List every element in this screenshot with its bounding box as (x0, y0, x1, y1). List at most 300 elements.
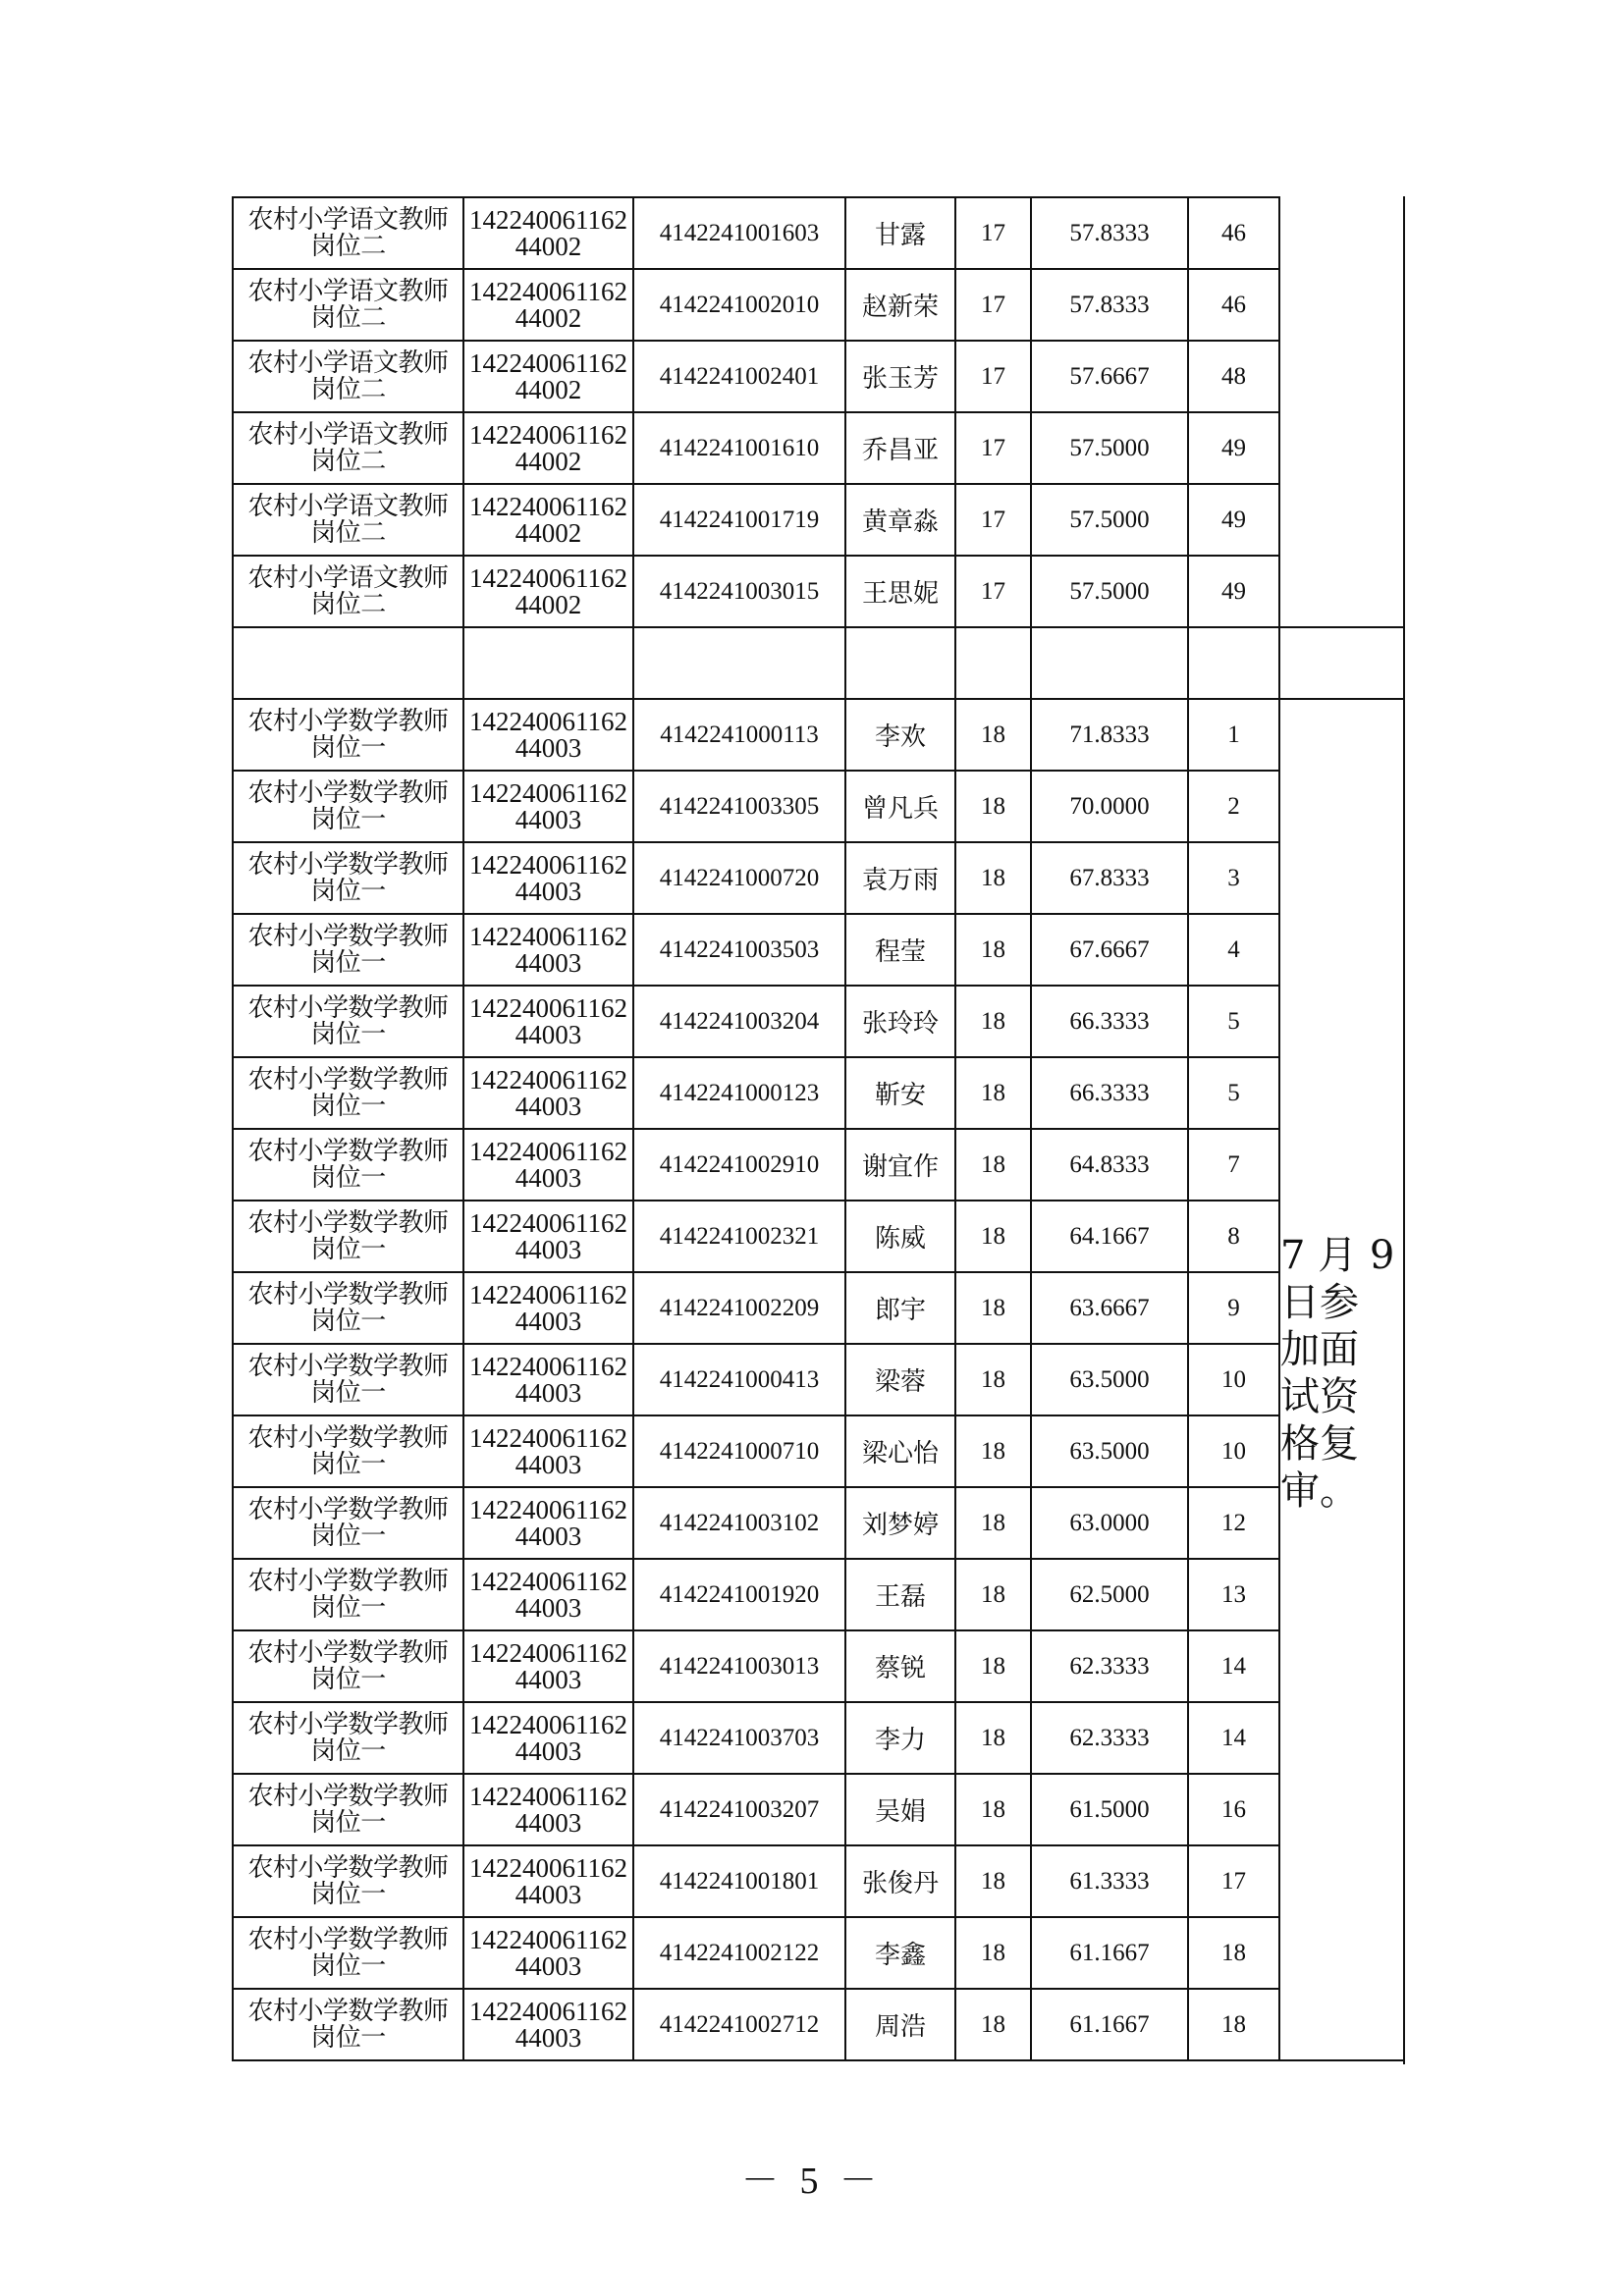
post-code-line: 142240061162 (469, 1637, 627, 1668)
group-code-cell: 18 (955, 1630, 1031, 1702)
post-name-line: 岗位一 (310, 2022, 386, 2053)
post-name-line: 农村小学数学教师 (247, 1996, 449, 2026)
score-cell: 62.3333 (1031, 1630, 1188, 1702)
post-name-cell (233, 1057, 463, 1129)
group-code-cell: 18 (955, 1989, 1031, 2060)
rank-cell: 48 (1188, 341, 1279, 412)
rank-cell: 3 (1188, 842, 1279, 914)
candidate-name-cell: 蔡锐 (845, 1630, 955, 1702)
post-code-line: 142240061162 (469, 1852, 627, 1883)
rank-cell: 10 (1188, 1344, 1279, 1415)
candidate-name-cell: 梁蓉 (845, 1344, 955, 1415)
page-number: － 5 － (740, 2161, 883, 2202)
rank-cell: 10 (1188, 1415, 1279, 1487)
ticket-number-cell: 4142241001610 (633, 412, 845, 484)
post-code-cell (463, 1989, 633, 2060)
post-code-line: 44002 (514, 446, 582, 476)
post-name-line: 农村小学数学教师 (247, 921, 449, 951)
ticket-number-cell: 4142241001920 (633, 1559, 845, 1630)
post-name-line: 岗位一 (310, 1807, 386, 1838)
table-row (233, 914, 1403, 986)
ticket-number-cell: 4142241000710 (633, 1415, 845, 1487)
table-row (233, 269, 1403, 341)
post-name-line: 岗位二 (310, 231, 386, 261)
post-code-line: 44003 (514, 1592, 582, 1623)
post-code-line: 142240061162 (469, 1279, 627, 1309)
post-code-line: 44003 (514, 2022, 582, 2053)
ticket-number-cell: 4142241003013 (633, 1630, 845, 1702)
ticket-number-cell: 4142241002321 (633, 1201, 845, 1272)
post-name-line: 岗位一 (310, 732, 386, 763)
score-cell: 57.5000 (1031, 556, 1188, 627)
post-code-cell (463, 412, 633, 484)
post-code-cell (463, 1487, 633, 1559)
post-code-line: 142240061162 (469, 1064, 627, 1095)
group-code-cell: 18 (955, 1845, 1031, 1917)
post-code-line: 142240061162 (469, 1494, 627, 1524)
post-name-line: 农村小学语文教师 (247, 204, 449, 235)
post-code-line: 142240061162 (469, 1207, 627, 1238)
rank-cell: 16 (1188, 1774, 1279, 1845)
post-name-line: 农村小学数学教师 (247, 992, 449, 1023)
table-row (233, 412, 1403, 484)
blank-cell (955, 627, 1031, 699)
candidate-name-cell: 王思妮 (845, 556, 955, 627)
rank-cell: 4 (1188, 914, 1279, 986)
post-code-cell (463, 1415, 633, 1487)
post-name-line: 岗位二 (310, 302, 386, 333)
post-name-line: 岗位一 (310, 1592, 386, 1623)
post-name-line: 岗位一 (310, 1162, 386, 1193)
table-row (233, 1630, 1403, 1702)
rank-cell: 17 (1188, 1845, 1279, 1917)
candidate-name-cell: 程莹 (845, 914, 955, 986)
score-cell: 62.5000 (1031, 1559, 1188, 1630)
ticket-number-cell: 4142241002122 (633, 1917, 845, 1989)
candidate-name-cell: 黄章淼 (845, 484, 955, 556)
group-code-cell: 18 (955, 771, 1031, 842)
note-line: 试资 (1280, 1374, 1359, 1419)
post-name-line: 岗位一 (310, 947, 386, 978)
score-cell: 57.5000 (1031, 484, 1188, 556)
rank-cell: 49 (1188, 556, 1279, 627)
post-name-line: 农村小学数学教师 (247, 1064, 449, 1095)
post-code-line: 142240061162 (469, 1422, 627, 1453)
post-name-line: 农村小学数学教师 (247, 1279, 449, 1309)
candidate-name-cell: 陈威 (845, 1201, 955, 1272)
post-name-cell (233, 197, 463, 269)
score-cell: 64.1667 (1031, 1201, 1188, 1272)
post-code-line: 44002 (514, 302, 582, 333)
group-code-cell: 18 (955, 1201, 1031, 1272)
post-code-line: 44003 (514, 1664, 582, 1694)
note-line: 加面 (1280, 1327, 1359, 1372)
candidate-name-cell: 王磊 (845, 1559, 955, 1630)
candidate-name-cell: 张玉芳 (845, 341, 955, 412)
score-cell: 57.8333 (1031, 269, 1188, 341)
score-cell: 63.0000 (1031, 1487, 1188, 1559)
candidate-name-cell: 甘露 (845, 197, 955, 269)
post-name-cell (233, 1774, 463, 1845)
group-code-cell: 18 (955, 914, 1031, 986)
post-name-cell (233, 1845, 463, 1917)
post-code-cell (463, 269, 633, 341)
post-code-cell (463, 556, 633, 627)
post-code-line: 142240061162 (469, 1781, 627, 1811)
post-code-line: 142240061162 (469, 706, 627, 736)
post-name-line: 农村小学语文教师 (247, 562, 449, 593)
post-code-line: 142240061162 (469, 204, 627, 235)
post-name-line: 岗位一 (310, 1735, 386, 1766)
post-name-line: 岗位一 (310, 1879, 386, 1909)
score-cell: 57.8333 (1031, 197, 1188, 269)
rank-cell: 14 (1188, 1702, 1279, 1774)
candidate-name-cell: 乔昌亚 (845, 412, 955, 484)
post-code-line: 44003 (514, 1449, 582, 1479)
post-name-cell (233, 1344, 463, 1415)
rank-cell: 49 (1188, 484, 1279, 556)
blank-cell (1188, 627, 1279, 699)
table-row (233, 341, 1403, 412)
table-row (233, 1201, 1403, 1272)
post-name-line: 岗位一 (310, 804, 386, 834)
post-name-line: 农村小学数学教师 (247, 1422, 449, 1453)
post-code-line: 142240061162 (469, 1709, 627, 1739)
ticket-number-cell: 4142241003102 (633, 1487, 845, 1559)
ticket-number-cell: 4142241003703 (633, 1702, 845, 1774)
post-code-line: 44002 (514, 517, 582, 548)
group-code-cell: 17 (955, 269, 1031, 341)
table-row (233, 699, 1403, 771)
post-name-line: 农村小学数学教师 (247, 1709, 449, 1739)
post-name-line: 农村小学语文教师 (247, 419, 449, 450)
ticket-number-cell: 4142241003305 (633, 771, 845, 842)
rank-cell: 18 (1188, 1917, 1279, 1989)
post-name-cell (233, 914, 463, 986)
group-code-cell: 18 (955, 1917, 1031, 1989)
rank-cell: 12 (1188, 1487, 1279, 1559)
note-line: 格复 (1280, 1421, 1359, 1467)
ticket-number-cell: 4142241000720 (633, 842, 845, 914)
post-name-cell (233, 1415, 463, 1487)
post-code-line: 44003 (514, 1521, 582, 1551)
post-code-cell (463, 1559, 633, 1630)
score-cell: 57.5000 (1031, 412, 1188, 484)
post-name-cell (233, 484, 463, 556)
rank-cell: 5 (1188, 986, 1279, 1057)
score-cell: 66.3333 (1031, 1057, 1188, 1129)
score-cell: 62.3333 (1031, 1702, 1188, 1774)
candidate-name-cell: 吴娟 (845, 1774, 955, 1845)
post-code-cell (463, 1201, 633, 1272)
table-row (233, 1989, 1403, 2060)
group-code-cell: 17 (955, 341, 1031, 412)
post-name-line: 岗位二 (310, 517, 386, 548)
table-row (233, 1774, 1403, 1845)
post-name-cell (233, 412, 463, 484)
group-code-cell: 18 (955, 986, 1031, 1057)
post-code-line: 44003 (514, 1234, 582, 1264)
post-name-cell (233, 1272, 463, 1344)
post-code-line: 142240061162 (469, 921, 627, 951)
score-cell: 57.6667 (1031, 341, 1188, 412)
table-right-border (1403, 196, 1405, 2064)
post-name-cell (233, 699, 463, 771)
post-code-cell (463, 771, 633, 842)
post-code-cell (463, 1057, 633, 1129)
post-code-line: 44002 (514, 374, 582, 404)
post-code-cell (463, 341, 633, 412)
candidate-name-cell: 李力 (845, 1702, 955, 1774)
post-name-cell (233, 1917, 463, 1989)
ticket-number-cell: 4142241002712 (633, 1989, 845, 2060)
score-cell: 67.8333 (1031, 842, 1188, 914)
ticket-number-cell: 4142241002010 (633, 269, 845, 341)
ticket-number-cell: 4142241000413 (633, 1344, 845, 1415)
candidate-name-cell: 周浩 (845, 1989, 955, 2060)
post-code-line: 44002 (514, 231, 582, 261)
post-code-cell (463, 1630, 633, 1702)
rank-cell: 1 (1188, 699, 1279, 771)
post-code-cell (463, 1774, 633, 1845)
table-row (233, 1057, 1403, 1129)
post-code-line: 142240061162 (469, 1566, 627, 1596)
note-line: 日参 (1280, 1280, 1359, 1325)
post-code-line: 142240061162 (469, 1136, 627, 1166)
post-code-line: 142240061162 (469, 1924, 627, 1954)
post-code-cell (463, 484, 633, 556)
table-row (233, 842, 1403, 914)
post-code-cell (463, 1272, 633, 1344)
post-name-cell (233, 1989, 463, 2060)
rank-cell: 46 (1188, 269, 1279, 341)
candidate-name-cell: 曾凡兵 (845, 771, 955, 842)
score-cell: 61.1667 (1031, 1917, 1188, 1989)
group-code-cell: 18 (955, 1344, 1031, 1415)
post-code-cell (463, 197, 633, 269)
post-code-cell (463, 1845, 633, 1917)
ticket-number-cell: 4142241003207 (633, 1774, 845, 1845)
post-code-line: 142240061162 (469, 276, 627, 306)
post-name-cell (233, 842, 463, 914)
table-row (233, 1415, 1403, 1487)
table-row (233, 1702, 1403, 1774)
post-code-cell (463, 842, 633, 914)
post-name-line: 岗位一 (310, 1377, 386, 1408)
post-name-line: 岗位一 (310, 1019, 386, 1049)
post-code-line: 44003 (514, 1807, 582, 1838)
post-code-line: 44003 (514, 1377, 582, 1408)
group-code-cell: 18 (955, 1057, 1031, 1129)
table-row (233, 484, 1403, 556)
ticket-number-cell: 4142241000113 (633, 699, 845, 771)
post-name-line: 岗位二 (310, 446, 386, 476)
post-name-line: 农村小学数学教师 (247, 706, 449, 736)
ticket-number-cell: 4142241002401 (633, 341, 845, 412)
post-code-line: 142240061162 (469, 347, 627, 378)
post-name-line: 岗位一 (310, 1306, 386, 1336)
post-name-line: 农村小学数学教师 (247, 1351, 449, 1381)
table-row (233, 1559, 1403, 1630)
post-code-line: 142240061162 (469, 777, 627, 808)
post-name-line: 农村小学语文教师 (247, 276, 449, 306)
rank-cell: 5 (1188, 1057, 1279, 1129)
post-name-line: 农村小学数学教师 (247, 1852, 449, 1883)
post-name-line: 农村小学数学教师 (247, 1494, 449, 1524)
rank-cell: 8 (1188, 1201, 1279, 1272)
post-name-line: 岗位二 (310, 589, 386, 619)
score-cell: 64.8333 (1031, 1129, 1188, 1201)
table-row (233, 1344, 1403, 1415)
post-name-line: 农村小学数学教师 (247, 1207, 449, 1238)
post-name-cell (233, 771, 463, 842)
group-code-cell: 18 (955, 699, 1031, 771)
post-name-cell (233, 341, 463, 412)
ticket-number-cell: 4142241003503 (633, 914, 845, 986)
post-name-cell (233, 556, 463, 627)
score-cell: 67.6667 (1031, 914, 1188, 986)
group-code-cell: 18 (955, 1559, 1031, 1630)
chinese-remarks-cell (1279, 197, 1403, 627)
score-cell: 66.3333 (1031, 986, 1188, 1057)
post-name-line: 农村小学数学教师 (247, 1136, 449, 1166)
score-cell: 63.5000 (1031, 1344, 1188, 1415)
post-name-line: 农村小学数学教师 (247, 777, 449, 808)
candidate-name-cell: 刘梦婷 (845, 1487, 955, 1559)
ticket-number-cell: 4142241003204 (633, 986, 845, 1057)
post-code-line: 44003 (514, 947, 582, 978)
blank-cell (463, 627, 633, 699)
post-name-line: 岗位一 (310, 1091, 386, 1121)
blank-cell (1031, 627, 1188, 699)
post-code-line: 142240061162 (469, 491, 627, 521)
post-code-cell (463, 1129, 633, 1201)
candidate-name-cell: 靳安 (845, 1057, 955, 1129)
post-name-line: 岗位一 (310, 1521, 386, 1551)
rank-cell: 2 (1188, 771, 1279, 842)
post-code-line: 44003 (514, 1879, 582, 1909)
post-name-cell (233, 1559, 463, 1630)
rank-cell: 46 (1188, 197, 1279, 269)
candidate-name-cell: 袁万雨 (845, 842, 955, 914)
post-name-line: 岗位二 (310, 374, 386, 404)
post-name-line: 岗位一 (310, 1950, 386, 1981)
post-code-cell (463, 1702, 633, 1774)
group-code-cell: 17 (955, 484, 1031, 556)
ticket-number-cell: 4142241002910 (633, 1129, 845, 1201)
rank-cell: 9 (1188, 1272, 1279, 1344)
blank-cell (233, 627, 463, 699)
group-code-cell: 18 (955, 1702, 1031, 1774)
post-code-line: 142240061162 (469, 1996, 627, 2026)
group-code-cell: 18 (955, 1415, 1031, 1487)
post-code-line: 44003 (514, 1162, 582, 1193)
ticket-number-cell: 4142241000123 (633, 1057, 845, 1129)
candidate-name-cell: 张俊丹 (845, 1845, 955, 1917)
group-code-cell: 17 (955, 412, 1031, 484)
post-code-line: 142240061162 (469, 562, 627, 593)
post-code-line: 44003 (514, 876, 582, 906)
post-name-line: 农村小学语文教师 (247, 347, 449, 378)
table-row (233, 771, 1403, 842)
score-cell: 71.8333 (1031, 699, 1188, 771)
interview-review-note (1280, 1232, 1402, 1515)
table-row (233, 1129, 1403, 1201)
post-name-line: 岗位一 (310, 876, 386, 906)
table-row (233, 1917, 1403, 1989)
score-table (232, 196, 1403, 2061)
post-code-line: 44003 (514, 732, 582, 763)
note-line: 审。 (1280, 1468, 1359, 1514)
candidate-name-cell: 梁心怡 (845, 1415, 955, 1487)
post-code-cell (463, 1344, 633, 1415)
rank-cell: 18 (1188, 1989, 1279, 2060)
post-code-cell (463, 1917, 633, 1989)
table-row (233, 1487, 1403, 1559)
post-name-cell (233, 1630, 463, 1702)
ticket-number-cell: 4142241002209 (633, 1272, 845, 1344)
ticket-number-cell: 4142241001603 (633, 197, 845, 269)
post-code-line: 44003 (514, 1091, 582, 1121)
post-name-line: 岗位一 (310, 1234, 386, 1264)
group-code-cell: 18 (955, 1272, 1031, 1344)
rank-cell: 14 (1188, 1630, 1279, 1702)
post-name-cell (233, 1702, 463, 1774)
post-name-cell (233, 269, 463, 341)
post-name-line: 岗位一 (310, 1664, 386, 1694)
post-name-line: 农村小学数学教师 (247, 1924, 449, 1954)
blank-cell (633, 627, 845, 699)
ticket-number-cell: 4142241001719 (633, 484, 845, 556)
group-code-cell: 18 (955, 1487, 1031, 1559)
score-table-sheet (232, 196, 1406, 2064)
table-row (233, 986, 1403, 1057)
post-name-line: 岗位一 (310, 1449, 386, 1479)
rank-cell: 13 (1188, 1559, 1279, 1630)
candidate-name-cell: 张玲玲 (845, 986, 955, 1057)
score-cell: 61.3333 (1031, 1845, 1188, 1917)
candidate-name-cell: 谢宜作 (845, 1129, 955, 1201)
table-row (233, 1272, 1403, 1344)
post-name-line: 农村小学数学教师 (247, 849, 449, 880)
score-cell: 61.1667 (1031, 1989, 1188, 2060)
group-code-cell: 17 (955, 197, 1031, 269)
post-code-line: 142240061162 (469, 419, 627, 450)
note-line: 7 月 9 (1280, 1233, 1395, 1278)
blank-separator-row (233, 627, 1403, 699)
post-code-line: 142240061162 (469, 992, 627, 1023)
score-cell: 63.5000 (1031, 1415, 1188, 1487)
score-cell: 70.0000 (1031, 771, 1188, 842)
group-code-cell: 17 (955, 556, 1031, 627)
post-code-line: 44002 (514, 589, 582, 619)
post-name-line: 农村小学数学教师 (247, 1781, 449, 1811)
post-code-cell (463, 986, 633, 1057)
candidate-name-cell: 赵新荣 (845, 269, 955, 341)
post-code-line: 44003 (514, 1306, 582, 1336)
post-name-line: 农村小学语文教师 (247, 491, 449, 521)
post-name-cell (233, 1201, 463, 1272)
post-code-cell (463, 699, 633, 771)
post-code-line: 44003 (514, 1735, 582, 1766)
candidate-name-cell: 李欢 (845, 699, 955, 771)
post-code-line: 44003 (514, 1019, 582, 1049)
ticket-number-cell: 4142241001801 (633, 1845, 845, 1917)
table-row (233, 556, 1403, 627)
blank-cell (1279, 627, 1403, 699)
post-name-cell (233, 1129, 463, 1201)
post-code-cell (463, 914, 633, 986)
